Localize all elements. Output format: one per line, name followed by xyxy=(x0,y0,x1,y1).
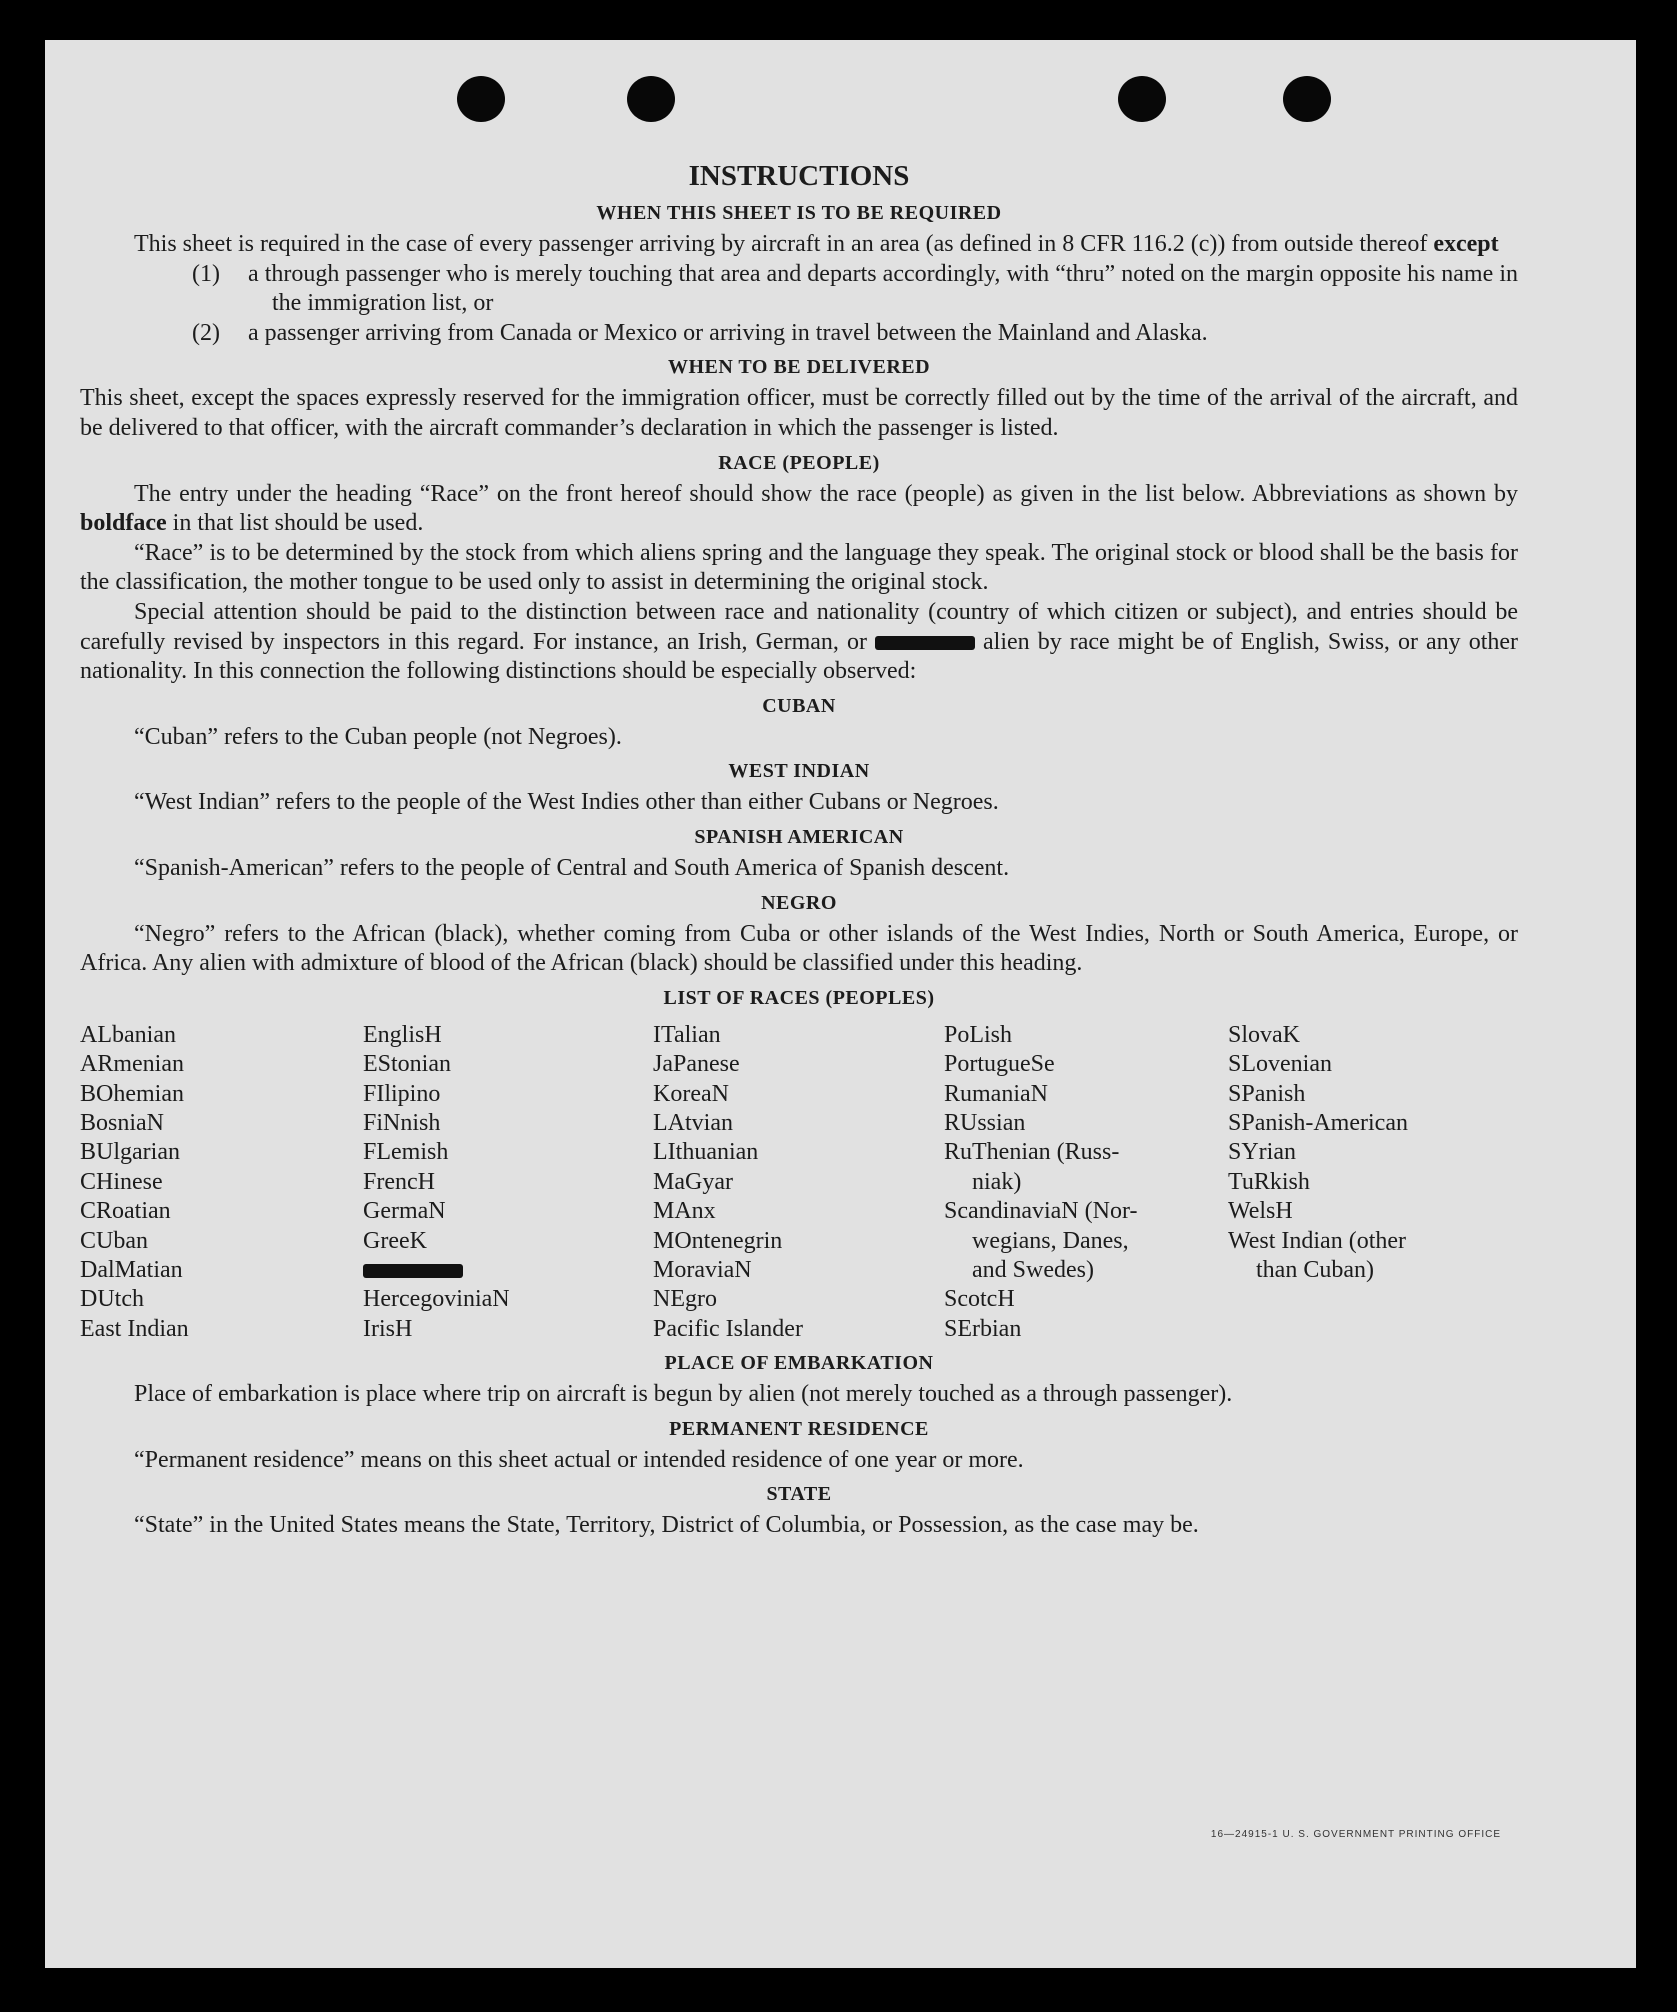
negro-text: “Negro” refers to the African (black), whether coming from Cuba or other islands of the West Indies, North or South America, Europe, or Africa. Any alien with admixture of blood of the African (black) should be classified under this heading. xyxy=(80,920,1518,977)
west-indian-text: “West Indian” refers to the people of the West Indies other than either Cubans or Negroes. xyxy=(134,789,999,816)
race-paragraph-1: The entry under the heading “Race” on the front hereof should show the race (people) as given in the list below. Abbreviations as shown by boldface in that list should be used. xyxy=(80,480,1518,537)
race-item-continued: niak) xyxy=(972,1168,1022,1195)
race-item: MAnx xyxy=(653,1198,716,1225)
race-item: CRoatian xyxy=(80,1198,171,1225)
page-title: INSTRUCTIONS xyxy=(688,160,910,192)
race-item: ARmenian xyxy=(80,1051,184,1078)
race-item: FIlipino xyxy=(363,1080,441,1107)
race-item: CUban xyxy=(80,1227,148,1254)
race-item: BUlgarian xyxy=(80,1139,180,1166)
race-item: ITalian xyxy=(653,1021,721,1048)
race-item: TuRkish xyxy=(1228,1168,1310,1195)
race-item-redacted xyxy=(363,1256,653,1285)
race-item-continued: and Swedes) xyxy=(972,1256,1094,1283)
race-item: West Indian (other xyxy=(1228,1227,1407,1254)
race-item: ScandinaviaN (Nor- xyxy=(944,1198,1138,1225)
heading-delivered: WHEN TO BE DELIVERED xyxy=(667,356,931,379)
printing-office-code: 16—24915-1 U. S. GOVERNMENT PRINTING OFFICE xyxy=(1210,1829,1501,1840)
race-paragraph-3: Special attention should be paid to the distinction between race and nationality (country of which citizen or subject), and entries should be carefully revised by inspectors in this regard. For instance, an Irish, German, or alien by race might be of English, Swiss, or any other nationality. In this connection the following distinctions should be especially observed: xyxy=(80,598,1519,685)
race-item: RumaniaN xyxy=(944,1080,1048,1107)
heading-race: RACE (PEOPLE) xyxy=(718,451,880,474)
punch-hole xyxy=(1283,76,1331,122)
heading-state: STATE xyxy=(766,1483,832,1506)
heading-negro: NEGRO xyxy=(761,891,837,914)
punch-hole xyxy=(627,76,675,122)
races-list xyxy=(80,1021,1518,1344)
race-item-continued: wegians, Danes, xyxy=(972,1227,1129,1254)
race-item: MOntenegrin xyxy=(653,1227,783,1254)
race-item: WelsH xyxy=(1228,1198,1293,1225)
race-item: DUtch xyxy=(80,1286,144,1313)
race-item: IrisH xyxy=(363,1315,413,1342)
redaction-mark xyxy=(875,636,975,650)
instructions-body xyxy=(80,158,1518,1541)
race-item: FLemish xyxy=(363,1139,449,1166)
race-item: DalMatian xyxy=(80,1256,183,1283)
race-item: KoreaN xyxy=(653,1080,729,1107)
race-item: East Indian xyxy=(80,1315,189,1342)
race-item: SlovaK xyxy=(1228,1021,1300,1048)
race-item: GermaN xyxy=(363,1198,446,1225)
race-paragraph-2: “Race” is to be determined by the stock from which aliens spring and the language they speak. The original stock or blood shall be the basis for the classification, the mother tongue to be used only to assist in determining the original stock. xyxy=(80,539,1518,596)
race-item: SErbian xyxy=(944,1315,1022,1342)
race-item: SPanish xyxy=(1228,1080,1306,1107)
required-item-2: (2) a passenger arriving from Canada or Mexico or arriving in travel between the Mainland and Alaska. xyxy=(192,319,1208,346)
race-item: MaGyar xyxy=(653,1168,733,1195)
race-item: SLovenian xyxy=(1228,1051,1332,1078)
required-item-1: (1) a through passenger who is merely touching that area and departs accordingly, with “thru” noted on the margin opposite his name in the immigration list, or xyxy=(192,260,1518,317)
spanish-american-text: “Spanish-American” refers to the people of Central and South America of Spanish descent. xyxy=(134,854,1010,881)
punch-hole xyxy=(457,76,505,122)
races-column-5 xyxy=(1228,1021,1498,1344)
race-item: ScotcH xyxy=(944,1286,1015,1313)
race-item: FrencH xyxy=(363,1168,435,1195)
heading-cuban: CUBAN xyxy=(762,694,836,717)
races-column-1 xyxy=(80,1021,363,1344)
race-item: LAtvian xyxy=(653,1109,733,1136)
race-item: MoraviaN xyxy=(653,1256,752,1283)
embarkation-text: Place of embarkation is place where trip on aircraft is begun by alien (not merely touched as a through passenger). xyxy=(134,1381,1233,1408)
race-item: LIthuanian xyxy=(653,1139,759,1166)
race-item: CHinese xyxy=(80,1168,163,1195)
required-intro: This sheet is required in the case of every passenger arriving by aircraft in an area (as defined in 8 CFR 116.2 (c)) from outside thereof except xyxy=(134,231,1499,257)
cuban-text: “Cuban” refers to the Cuban people (not Negroes). xyxy=(134,723,622,750)
race-item: RUssian xyxy=(944,1109,1026,1136)
heading-permanent-residence: PERMANENT RESIDENCE xyxy=(669,1417,929,1440)
race-item: GreeK xyxy=(363,1227,427,1254)
race-item: PortugueSe xyxy=(944,1051,1055,1078)
races-column-4 xyxy=(944,1021,1228,1344)
document-sheet xyxy=(45,40,1636,1968)
punch-hole xyxy=(1118,76,1166,122)
race-item: HercegoviniaN xyxy=(363,1286,510,1313)
heading-spanish-american: SPANISH AMERICAN xyxy=(694,825,904,848)
redaction-mark xyxy=(363,1264,463,1278)
race-item: BosniaN xyxy=(80,1109,164,1136)
state-text: “State” in the United States means the State, Territory, District of Columbia, or Possession, as the case may be. xyxy=(134,1512,1199,1539)
race-item: BOhemian xyxy=(80,1080,184,1107)
race-item: Pacific Islander xyxy=(653,1315,803,1342)
race-item: SPanish-American xyxy=(1228,1109,1408,1136)
race-item: ALbanian xyxy=(80,1021,176,1048)
races-column-3 xyxy=(653,1021,944,1344)
delivered-text: This sheet, except the spaces expressly reserved for the immigration officer, must be correctly filled out by the time of the arrival of the aircraft, and be delivered to that officer, with the aircraft commander’s declaration in which the passenger is listed. xyxy=(80,385,1518,441)
race-item: RuThenian (Russ- xyxy=(944,1139,1120,1166)
race-item: PoLish xyxy=(944,1021,1013,1048)
heading-west-indian: WEST INDIAN xyxy=(728,760,870,783)
permanent-residence-text: “Permanent residence” means on this sheet actual or intended residence of one year or more. xyxy=(134,1446,1024,1473)
race-item: EnglisH xyxy=(363,1021,442,1048)
races-column-2 xyxy=(363,1021,653,1344)
race-item: FiNnish xyxy=(363,1109,441,1136)
race-item: NEgro xyxy=(653,1286,717,1313)
race-item: SYrian xyxy=(1228,1139,1296,1166)
heading-embarkation: PLACE OF EMBARKATION xyxy=(664,1352,934,1375)
race-item: EStonian xyxy=(363,1051,451,1078)
heading-required: WHEN THIS SHEET IS TO BE REQUIRED xyxy=(596,202,1002,224)
heading-list-of-races: LIST OF RACES (PEOPLES) xyxy=(663,986,935,1009)
race-item: JaPanese xyxy=(653,1051,740,1078)
race-item-continued: than Cuban) xyxy=(1256,1256,1374,1283)
